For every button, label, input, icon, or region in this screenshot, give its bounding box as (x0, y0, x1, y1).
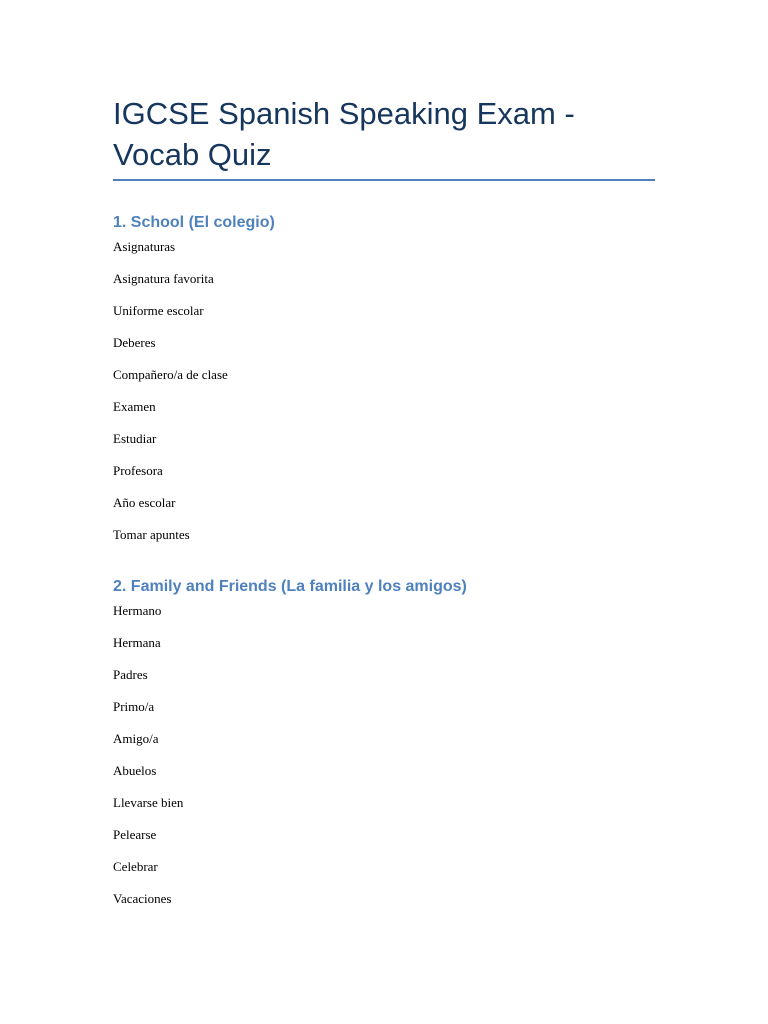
vocab-item: Pelearse (113, 827, 157, 842)
vocab-item: Hermana (113, 635, 161, 650)
vocab-item: Examen (113, 399, 156, 414)
vocab-item: Uniforme escolar (113, 303, 204, 318)
vocab-item: Asignatura favorita (113, 271, 214, 286)
vocab-item: Estudiar (113, 431, 157, 446)
vocab-item: Compañero/a de clase (113, 367, 228, 382)
vocab-item: Llevarse bien (113, 795, 184, 810)
vocab-item: Profesora (113, 463, 163, 478)
vocab-item: Primo/a (113, 699, 155, 714)
section-family-friends (113, 575, 655, 919)
vocab-item: Tomar apuntes (113, 527, 190, 542)
vocab-item: Año escolar (113, 495, 176, 510)
vocab-list-family (113, 599, 655, 919)
title-underline-rule (113, 179, 655, 181)
section-heading: 1. School (El colegio) (113, 214, 275, 231)
section-heading: 2. Family and Friends (La familia y los amigos) (113, 578, 467, 595)
vocab-item: Padres (113, 667, 148, 682)
section-school (113, 211, 655, 555)
document-title: IGCSE Spanish Speaking Exam - Vocab Quiz (113, 96, 575, 172)
vocab-item: Abuelos (113, 763, 157, 778)
vocab-item: Celebrar (113, 859, 158, 874)
vocab-item: Hermano (113, 603, 162, 618)
vocab-item: Asignaturas (113, 239, 176, 254)
vocab-list-school (113, 235, 655, 555)
vocab-item: Vacaciones (113, 891, 172, 906)
vocab-item: Deberes (113, 335, 156, 350)
vocab-item: Amigo/a (113, 731, 159, 746)
